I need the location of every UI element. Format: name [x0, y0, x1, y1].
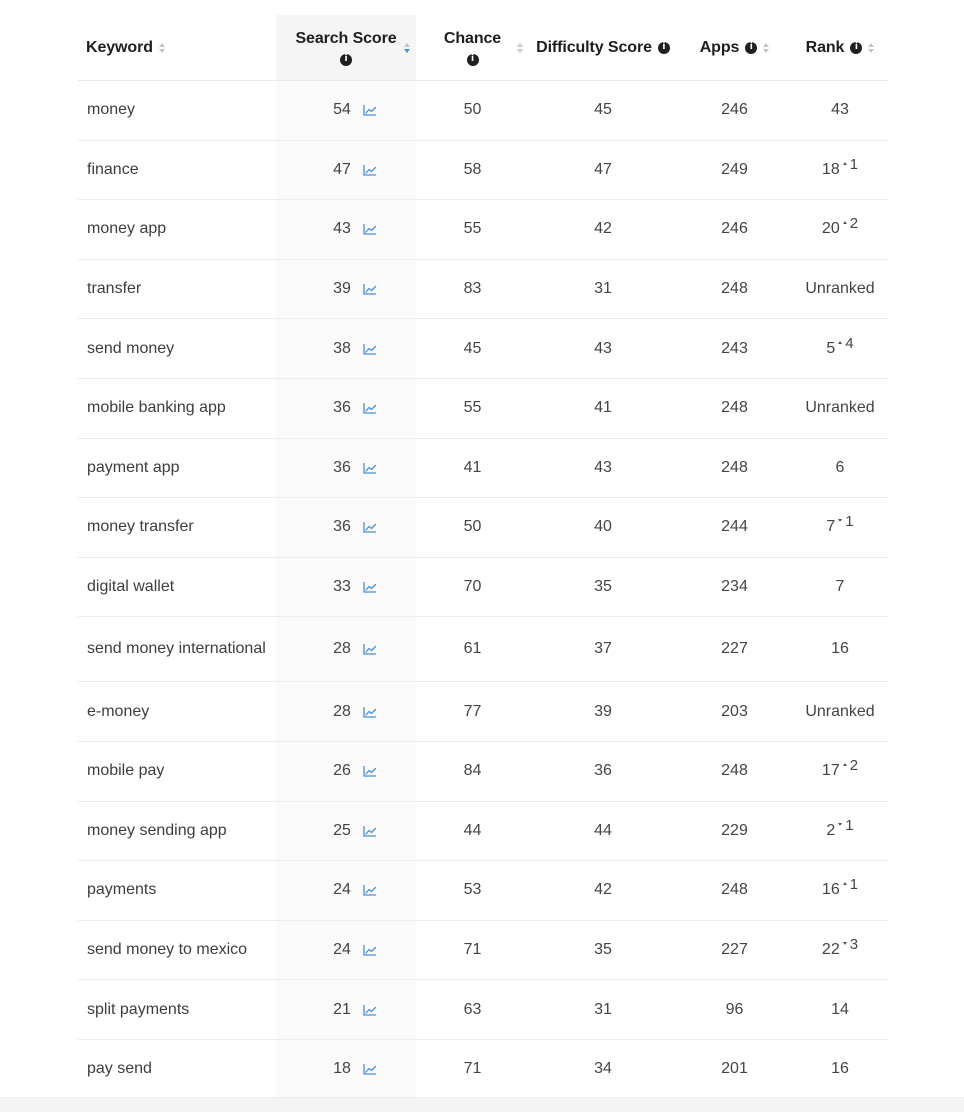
line-chart-icon[interactable] — [363, 343, 377, 355]
keyword-cell[interactable]: payments — [78, 861, 276, 921]
apps-cell: 96 — [677, 980, 792, 1040]
difficulty-cell: 40 — [529, 498, 677, 558]
column-header-apps-label: Apps — [699, 38, 740, 56]
line-chart-icon[interactable] — [363, 944, 377, 956]
search-score-cell — [276, 140, 416, 200]
rank-change-value: 1 — [849, 155, 859, 173]
rank-change-value: 4 — [845, 334, 854, 352]
chance-cell: 50 — [416, 81, 529, 141]
search-score-value: 21 — [333, 1000, 351, 1018]
difficulty-cell: 39 — [529, 682, 677, 742]
rank-number: 22 — [821, 941, 840, 959]
line-chart-icon[interactable] — [363, 706, 377, 718]
rank-number: 14 — [831, 1000, 849, 1018]
apps-cell: 227 — [677, 617, 792, 682]
chance-cell: 50 — [416, 498, 529, 558]
search-score-value: 25 — [333, 821, 351, 839]
rank-number: 5 — [826, 339, 836, 357]
rank-change — [838, 335, 853, 352]
keyword-cell[interactable]: digital wallet — [78, 557, 276, 617]
chance-cell: 71 — [416, 920, 529, 980]
apps-cell: 246 — [677, 81, 792, 141]
search-score-value: 24 — [333, 941, 351, 959]
rank-value — [821, 155, 859, 179]
table-row[interactable] — [78, 682, 888, 742]
triangle-down-icon — [838, 519, 842, 522]
keyword-cell[interactable]: money transfer — [78, 498, 276, 558]
search-score-value: 54 — [333, 101, 351, 119]
rank-cell — [792, 1039, 888, 1099]
table-row[interactable] — [78, 861, 888, 921]
rank-value — [821, 936, 859, 959]
search-score-cell — [276, 682, 416, 742]
column-header-difficulty-label: Difficulty Score — [536, 38, 652, 56]
difficulty-cell: 42 — [529, 861, 677, 921]
search-score-cell — [276, 319, 416, 379]
search-score-value: 33 — [333, 578, 351, 596]
table-row[interactable] — [78, 378, 888, 438]
rank-number: Unranked — [805, 702, 875, 720]
rank-cell — [792, 920, 888, 980]
search-score-cell — [276, 1039, 416, 1099]
line-chart-icon[interactable] — [363, 884, 377, 896]
table-row[interactable] — [78, 200, 888, 260]
difficulty-cell: 47 — [529, 140, 677, 200]
rank-number: 7 — [826, 518, 836, 536]
search-score-value: 24 — [333, 881, 351, 899]
rank-value — [831, 1060, 849, 1078]
search-score-cell — [276, 741, 416, 801]
keywords-table — [78, 15, 888, 1100]
line-chart-icon[interactable] — [363, 521, 377, 533]
rank-cell — [792, 259, 888, 319]
difficulty-cell: 35 — [529, 557, 677, 617]
search-score-value: 36 — [333, 518, 351, 536]
table-row[interactable] — [78, 1039, 888, 1099]
table-row[interactable] — [78, 259, 888, 319]
search-score-value: 28 — [333, 640, 351, 658]
search-score-value: 28 — [333, 702, 351, 720]
rank-number: 18 — [821, 160, 840, 178]
rank-value — [836, 578, 845, 596]
chance-cell: 41 — [416, 438, 529, 498]
apps-cell: 249 — [677, 140, 792, 200]
difficulty-cell: 34 — [529, 1039, 677, 1099]
column-header-keyword[interactable] — [78, 15, 276, 81]
table-row[interactable] — [78, 498, 888, 558]
difficulty-cell: 45 — [529, 81, 677, 141]
table-row[interactable] — [78, 140, 888, 200]
apps-cell: 248 — [677, 741, 792, 801]
rank-number: 6 — [835, 458, 845, 476]
column-header-rank-label: Rank — [805, 38, 845, 56]
rank-number: 16 — [831, 1060, 849, 1078]
table-body — [78, 81, 888, 1100]
chance-cell: 55 — [416, 378, 529, 438]
line-chart-icon[interactable] — [363, 1063, 377, 1075]
sort-arrows-icon[interactable] — [404, 43, 410, 53]
line-chart-icon[interactable] — [363, 164, 377, 176]
rank-cell — [792, 741, 888, 801]
rank-number: Unranked — [805, 399, 875, 417]
chance-cell: 83 — [416, 259, 529, 319]
table-row[interactable] — [78, 980, 888, 1040]
search-score-value: 36 — [333, 399, 351, 417]
difficulty-cell: 31 — [529, 259, 677, 319]
line-chart-icon[interactable] — [363, 765, 377, 777]
info-icon[interactable]: i — [467, 54, 479, 66]
rank-change-value: 2 — [849, 757, 859, 775]
rank-change-value: 1 — [849, 876, 859, 894]
rank-value — [826, 334, 854, 358]
sort-arrows-icon[interactable] — [868, 43, 874, 53]
rank-number: 2 — [826, 821, 836, 839]
rank-change-value: 1 — [845, 513, 854, 531]
table-row[interactable] — [78, 81, 888, 141]
keyword-cell[interactable]: payment app — [78, 438, 276, 498]
column-header-search-score-label: Search Score — [295, 29, 397, 47]
apps-cell: 248 — [677, 259, 792, 319]
search-score-value: 36 — [333, 458, 351, 476]
difficulty-cell: 31 — [529, 980, 677, 1040]
keyword-cell[interactable]: send money international — [78, 617, 276, 682]
apps-cell: 248 — [677, 378, 792, 438]
column-header-search-score[interactable] — [276, 15, 416, 81]
rank-cell — [792, 682, 888, 742]
keyword-cell[interactable]: e-money — [78, 682, 276, 742]
line-chart-icon[interactable] — [363, 581, 377, 593]
apps-cell: 229 — [677, 801, 792, 861]
rank-change — [843, 215, 858, 232]
rank-cell — [792, 378, 888, 438]
apps-cell: 203 — [677, 682, 792, 742]
rank-change — [838, 513, 853, 530]
table-row[interactable] — [78, 741, 888, 801]
keyword-cell[interactable]: mobile banking app — [78, 378, 276, 438]
search-score-value: 38 — [333, 339, 351, 357]
line-chart-icon[interactable] — [363, 223, 377, 235]
search-score-value: 26 — [333, 762, 351, 780]
column-header-difficulty-score[interactable] — [529, 15, 677, 81]
info-icon[interactable]: i — [658, 42, 670, 54]
table-row[interactable] — [78, 920, 888, 980]
sort-arrows-icon[interactable] — [763, 43, 769, 53]
search-score-cell — [276, 801, 416, 861]
triangle-up-icon — [843, 882, 847, 885]
chance-cell: 53 — [416, 861, 529, 921]
rank-cell — [792, 438, 888, 498]
search-score-cell — [276, 920, 416, 980]
difficulty-cell: 37 — [529, 617, 677, 682]
table-row[interactable] — [78, 557, 888, 617]
search-score-value: 43 — [333, 220, 351, 238]
line-chart-icon[interactable] — [363, 825, 377, 837]
keyword-cell[interactable]: money app — [78, 200, 276, 260]
rank-number: 17 — [821, 762, 840, 780]
rank-change — [843, 876, 858, 893]
rank-change-value: 3 — [849, 936, 859, 954]
search-score-cell — [276, 378, 416, 438]
triangle-down-icon — [843, 942, 847, 945]
rank-value — [826, 513, 854, 536]
rank-number: 16 — [821, 881, 840, 899]
chance-cell: 61 — [416, 617, 529, 682]
rank-value — [821, 876, 859, 899]
keyword-cell[interactable]: finance — [78, 140, 276, 200]
table-row[interactable] — [78, 438, 888, 498]
rank-value — [826, 816, 854, 840]
search-score-cell — [276, 557, 416, 617]
rank-cell — [792, 140, 888, 200]
apps-cell: 243 — [677, 319, 792, 379]
apps-cell: 227 — [677, 920, 792, 980]
keyword-cell[interactable]: transfer — [78, 259, 276, 319]
rank-cell — [792, 557, 888, 617]
difficulty-cell: 36 — [529, 741, 677, 801]
info-icon[interactable]: i — [745, 42, 757, 54]
rank-value — [805, 703, 874, 721]
column-header-keyword-label: Keyword — [86, 38, 153, 56]
column-header-chance-label: Chance — [443, 29, 502, 47]
apps-cell: 234 — [677, 557, 792, 617]
sort-arrows-icon[interactable] — [159, 43, 165, 53]
info-icon[interactable]: i — [340, 54, 352, 66]
rank-change-value: 1 — [845, 816, 854, 834]
table-row[interactable] — [78, 319, 888, 379]
search-score-cell — [276, 200, 416, 260]
search-score-value: 18 — [333, 1060, 351, 1078]
rank-cell — [792, 861, 888, 921]
chance-cell: 84 — [416, 741, 529, 801]
rank-value — [836, 459, 845, 477]
table-row[interactable] — [78, 801, 888, 861]
bottom-edge — [0, 1097, 964, 1112]
rank-number: 20 — [821, 220, 840, 238]
keyword-cell[interactable]: mobile pay — [78, 741, 276, 801]
chance-cell: 77 — [416, 682, 529, 742]
rank-cell — [792, 980, 888, 1040]
table-header — [78, 15, 888, 81]
search-score-cell — [276, 438, 416, 498]
apps-cell: 201 — [677, 1039, 792, 1099]
rank-cell — [792, 200, 888, 260]
rank-value — [805, 399, 874, 417]
keyword-cell[interactable]: pay send — [78, 1039, 276, 1099]
search-score-cell — [276, 498, 416, 558]
rank-cell — [792, 81, 888, 141]
rank-cell — [792, 617, 888, 682]
line-chart-icon[interactable] — [363, 643, 377, 655]
chance-cell: 44 — [416, 801, 529, 861]
rank-number: 43 — [831, 101, 849, 119]
column-header-apps[interactable] — [677, 15, 792, 81]
search-score-cell — [276, 861, 416, 921]
search-score-value: 47 — [333, 160, 351, 178]
rank-value — [831, 640, 849, 658]
line-chart-icon[interactable] — [363, 1004, 377, 1016]
line-chart-icon[interactable] — [363, 462, 377, 474]
rank-value — [831, 1001, 849, 1019]
rank-value — [821, 215, 859, 238]
rank-number: 16 — [831, 640, 849, 658]
rank-cell — [792, 801, 888, 861]
rank-change — [843, 757, 858, 774]
sort-arrows-icon[interactable] — [517, 43, 523, 53]
chance-cell: 45 — [416, 319, 529, 379]
column-header-chance[interactable] — [416, 15, 529, 81]
rank-cell — [792, 498, 888, 558]
rank-cell — [792, 319, 888, 379]
rank-value — [821, 757, 859, 780]
triangle-up-icon — [838, 341, 842, 344]
chance-cell: 70 — [416, 557, 529, 617]
chance-cell: 55 — [416, 200, 529, 260]
search-score-cell — [276, 617, 416, 682]
rank-value — [831, 101, 849, 119]
keyword-cell[interactable]: send money to mexico — [78, 920, 276, 980]
apps-cell: 248 — [677, 861, 792, 921]
chance-cell: 63 — [416, 980, 529, 1040]
keyword-cell[interactable]: split payments — [78, 980, 276, 1040]
line-chart-icon[interactable] — [363, 104, 377, 116]
difficulty-cell: 44 — [529, 801, 677, 861]
search-score-cell — [276, 980, 416, 1040]
rank-value — [805, 280, 874, 298]
difficulty-cell: 41 — [529, 378, 677, 438]
keyword-cell[interactable]: money — [78, 81, 276, 141]
triangle-up-icon — [843, 162, 847, 165]
rank-change-value: 2 — [849, 215, 859, 233]
rank-change — [843, 936, 858, 953]
apps-cell: 246 — [677, 200, 792, 260]
triangle-up-icon — [843, 763, 847, 766]
column-header-rank[interactable] — [792, 15, 888, 81]
difficulty-cell: 43 — [529, 319, 677, 379]
search-score-cell — [276, 259, 416, 319]
search-score-value: 39 — [333, 280, 351, 298]
triangle-down-icon — [838, 823, 842, 826]
table-row[interactable] — [78, 617, 888, 682]
line-chart-icon[interactable] — [363, 402, 377, 414]
search-score-cell — [276, 81, 416, 141]
rank-change — [843, 156, 858, 173]
difficulty-cell: 43 — [529, 438, 677, 498]
triangle-up-icon — [843, 221, 847, 224]
apps-cell: 248 — [677, 438, 792, 498]
line-chart-icon[interactable] — [363, 283, 377, 295]
difficulty-cell: 35 — [529, 920, 677, 980]
chance-cell: 71 — [416, 1039, 529, 1099]
rank-number: Unranked — [805, 280, 875, 298]
difficulty-cell: 42 — [529, 200, 677, 260]
chance-cell: 58 — [416, 140, 529, 200]
keyword-cell[interactable]: money sending app — [78, 801, 276, 861]
info-icon[interactable]: i — [850, 42, 862, 54]
rank-change — [838, 817, 853, 834]
keyword-cell[interactable]: send money — [78, 319, 276, 379]
apps-cell: 244 — [677, 498, 792, 558]
rank-number: 7 — [835, 578, 845, 596]
